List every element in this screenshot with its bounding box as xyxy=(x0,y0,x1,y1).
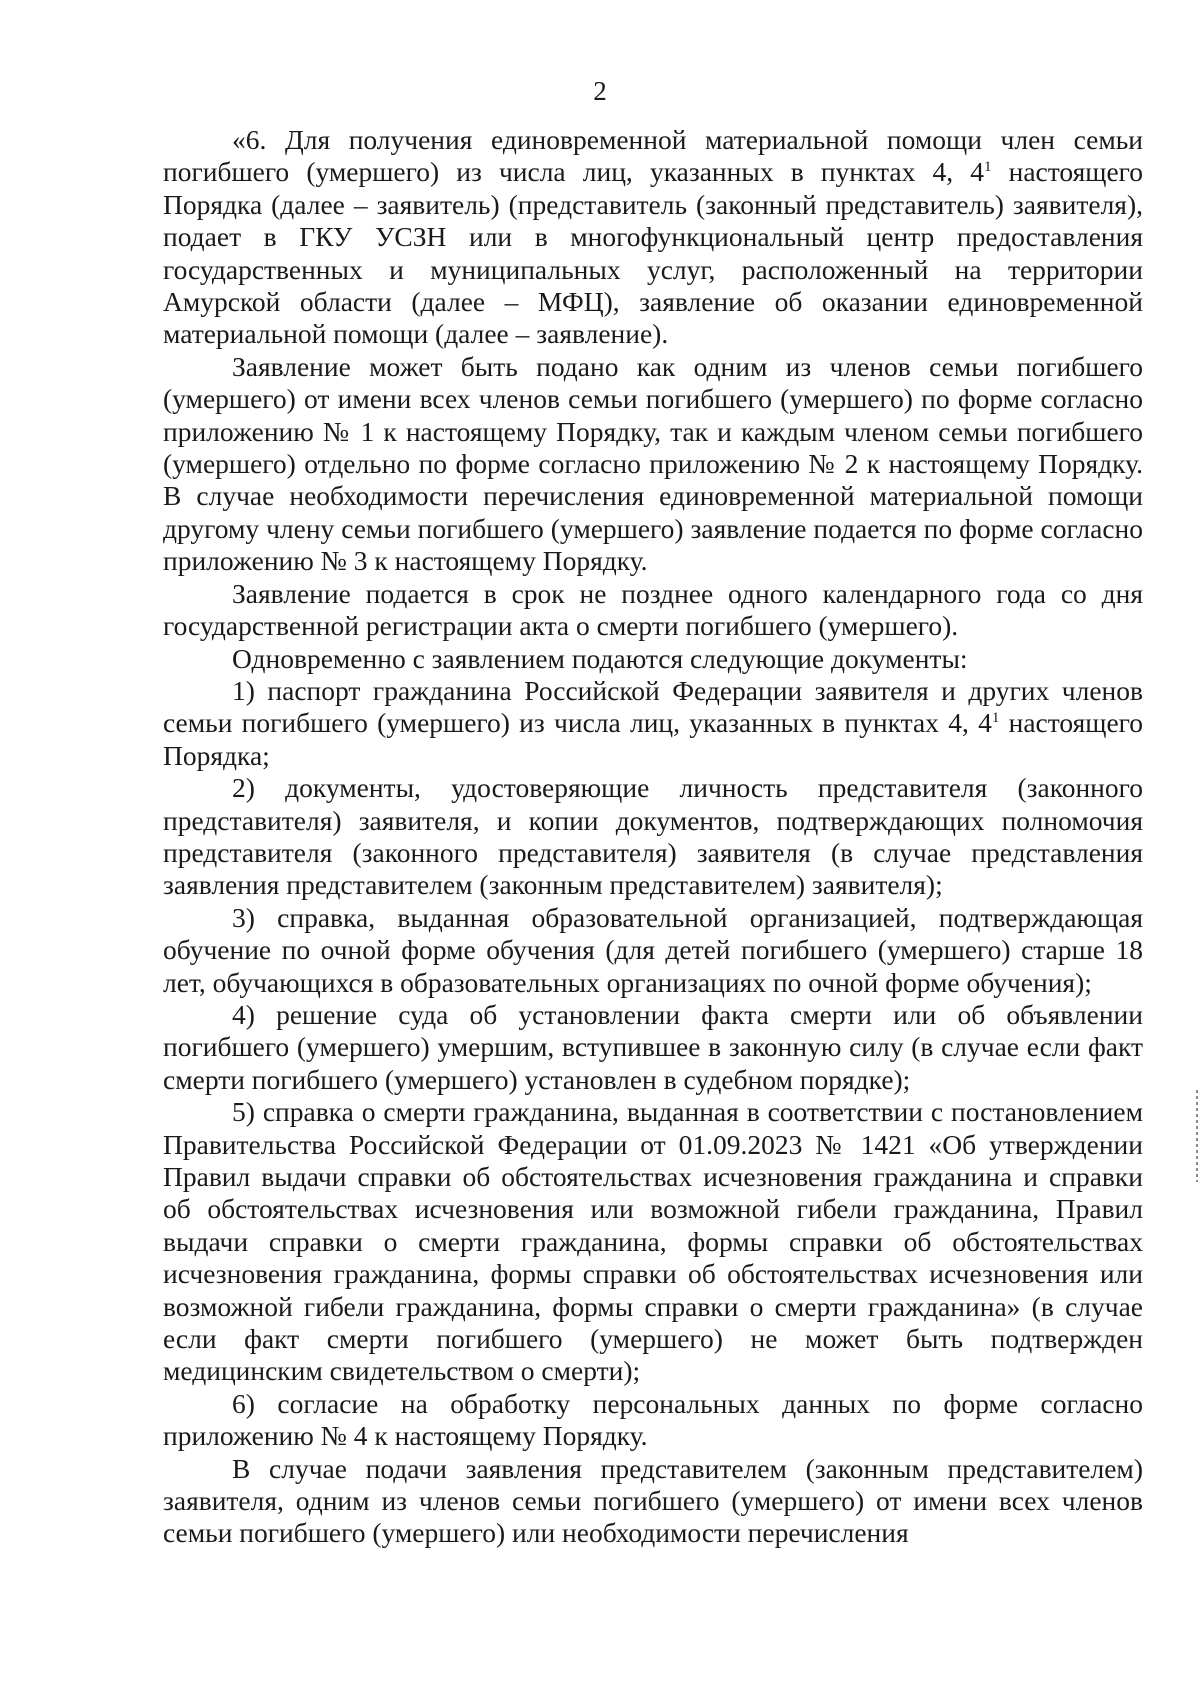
list-item-3-education-certificate: 3) справка, выданная образовательной организацией, подтверждающая обучение по очной форме обучения (для детей погибшего (умершего) старше 18 лет, обучающихся в образовательных организациях по очной форме обучения); xyxy=(163,901,1143,998)
document-body xyxy=(163,124,1143,1550)
paragraph-submission-forms: Заявление может быть подано как одним из членов семьи погибшего (умершего) от имени всех членов семьи погибшего (умершего) по форме согласно приложению № 1 к настоящему Порядку, так и каждым членом семьи погибшего (умершего) отдельно по форме согласно приложению № 2 к настоящему Порядку. В случае необходимости перечисления единовременной материальной помощи другому члену семьи погибшего (умершего) заявление подается по форме согласно приложению № 3 к настоящему Порядку. xyxy=(163,350,1143,577)
paragraph-representative-case: В случае подачи заявления представителем (законным представителем) заявителя, одним из членов семьи погибшего (умершего) от имени всех членов семьи погибшего (умершего) или необходимости перечисления xyxy=(163,1452,1143,1549)
paragraph-submission-deadline: Заявление подается в срок не позднее одного календарного года со дня государственной регистрации акта о смерти погибшего (умершего). xyxy=(163,577,1143,642)
paragraph-documents-intro: Одновременно с заявлением подаются следующие документы: xyxy=(232,642,968,674)
list-item-2-representative-documents: 2) документы, удостоверяющие личность представителя (законного представителя) заявителя, и копии документов, подтверждающих полномочия представителя (законного представителя) заявителя (в случае представления заявления представителем (законным представителем) заявителя); xyxy=(163,772,1143,901)
superscript: 1 xyxy=(983,159,992,176)
list-item-4-court-decision: 4) решение суда об установлении факта смерти или об объявлении погибшего (умершего) умершим, вступившее в законную силу (в случае если факт смерти погибшего (умершего) установлен в судебном порядке); xyxy=(163,998,1143,1095)
list-item-6-personal-data-consent: 6) согласие на обработку персональных данных по форме согласно приложению № 4 к настоящему Порядку. xyxy=(163,1387,1143,1452)
scan-edge-mark xyxy=(1196,1090,1198,1182)
list-item-1-passport: 1) паспорт гражданина Российской Федерации заявителя и других членов семьи погибшего (умершего) из числа лиц, указанных в пунктах 4, $4^1$ настоящего Порядка; xyxy=(163,674,1143,771)
list-item-5-death-certificate: 5) справка о смерти гражданина, выданная в соответствии с постановлением Правительства Российской Федерации от 01.09.2023 № 1421 «Об утверждении Правил выдачи справки об обстоятельствах исчезновения гражданина и справки об обстоятельствах исчезновения или возможной гибели гражданина, Правил выдачи справки о смерти гражданина, формы справки об обстоятельствах исчезновения гражданина, формы справки об обстоятельствах исчезновения или возможной гибели гражданина, формы справки о смерти гражданина» (в случае если факт смерти погибшего (умершего) не может быть подтвержден медицинским свидетельством о смерти); xyxy=(163,1096,1143,1387)
superscript: 1 xyxy=(991,710,1000,727)
page-number: 2 xyxy=(593,76,607,106)
paragraph-6-intro: «6. Для получения единовременной материальной помощи член семьи погибшего (умершего) из числа лиц, указанных в пунктах 4, $4^1$ настоящего Порядка (далее – заявитель) (представитель (законный представитель) заявителя), подает в ГКУ УСЗН или в многофункциональный центр предоставления государственных и муниципальных услуг, расположенный на территории Амурской области (далее – МФЦ), заявление об оказании единовременной материальной помощи (далее – заявление). xyxy=(163,124,1143,350)
